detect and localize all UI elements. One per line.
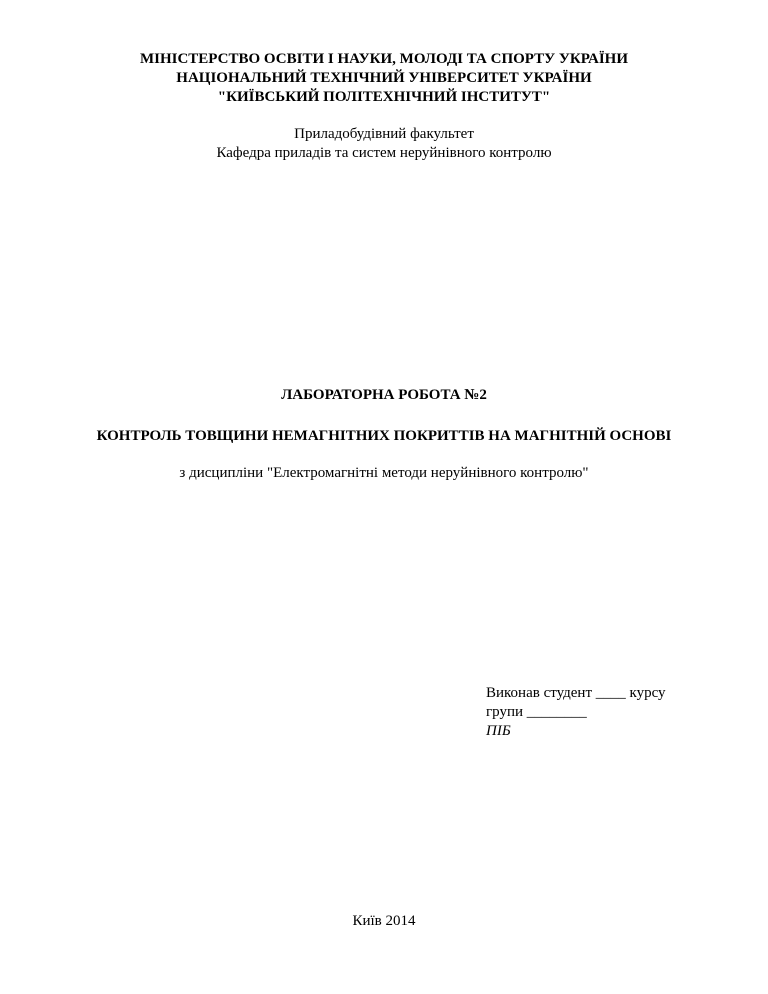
faculty-name: Приладобудівний факультет xyxy=(294,126,474,142)
ministry-heading: МІНІСТЕРСТВО ОСВІТИ І НАУКИ, МОЛОДІ ТА СПОРТУ УКРАЇНИ xyxy=(139,51,629,67)
performer-name: ПІБ xyxy=(486,723,511,739)
lab-topic: КОНТРОЛЬ ТОВЩИНИ НЕМАГНІТНИХ ПОКРИТТІВ НА МАГНІТНІЙ ОСНОВІ xyxy=(96,428,672,444)
performer-student: Виконав студент ____ курсу xyxy=(486,685,666,701)
university-heading: НАЦІОНАЛЬНИЙ ТЕХНІЧНИЙ УНІВЕРСИТЕТ УКРАЇНИ xyxy=(176,70,592,86)
lab-title: ЛАБОРАТОРНА РОБОТА №2 xyxy=(281,387,487,403)
department-name: Кафедра приладів та систем неруйнівного контролю xyxy=(216,145,552,161)
city-year: Київ 2014 xyxy=(352,913,416,929)
discipline-line: з дисципліни "Електромагнітні методи неруйнівного контролю" xyxy=(179,465,589,481)
performer-group: групи ________ xyxy=(486,704,587,720)
institute-heading: "КИЇВСЬКИЙ ПОЛІТЕХНІЧНИЙ ІНСТИТУТ" xyxy=(217,89,551,105)
